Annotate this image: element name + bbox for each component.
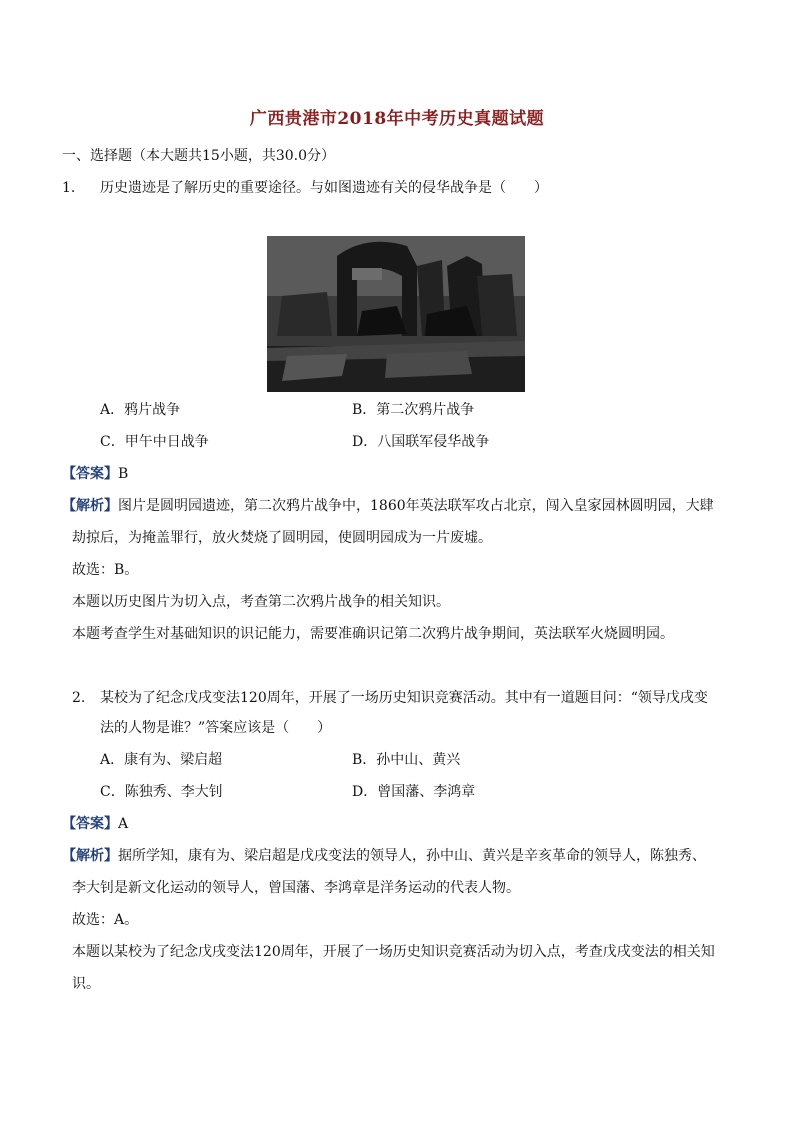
analysis-text: 图片是圆明园遗迹，第二次鸦片战争中，1860年英法联军攻占北京，闯入皇家园林圆明园，大肆 bbox=[118, 498, 714, 514]
question-2-note-2: 识。 bbox=[72, 976, 100, 992]
answer-value: A bbox=[118, 816, 129, 832]
analysis-text: 据所学知，康有为、梁启超是戊戌变法的领导人，孙中山、黄兴是辛亥革命的领导人，陈独秀、 bbox=[118, 848, 706, 864]
analysis-label: 【解析】 bbox=[62, 498, 118, 514]
question-1-option-b: B．第二次鸦片战争 bbox=[352, 402, 475, 418]
page-title: 广西贵港市2018年中考历史真题试题 bbox=[249, 109, 545, 129]
question-1-analysis bbox=[62, 496, 714, 516]
question-2-choose: 故选：A。 bbox=[72, 912, 139, 928]
question-1-option-c: C．甲午中日战争 bbox=[100, 434, 209, 450]
question-2-stem-cont: 法的人物是谁？”答案应该是（ ） bbox=[100, 720, 332, 736]
question-2-analysis bbox=[62, 846, 706, 866]
question-2-note-1: 本题以某校为了纪念戊戌变法120周年，开展了一场历史知识竞赛活动为切入点，考查戊戌变法的相关知 bbox=[72, 944, 715, 960]
question-2-answer bbox=[62, 814, 128, 834]
question-2-analysis-cont: 李大钊是新文化运动的领导人，曾国藩、李鸿章是洋务运动的代表人物。 bbox=[72, 880, 520, 896]
yuanmingyuan-ruins-photo bbox=[267, 236, 525, 392]
question-2-option-a: A．康有为、梁启超 bbox=[100, 752, 223, 768]
question-2-number: 2. bbox=[72, 690, 86, 706]
question-2-option-c: C．陈独秀、李大钊 bbox=[100, 784, 223, 800]
question-1-analysis-cont: 劫掠后，为掩盖罪行，放火焚烧了圆明园，使圆明园成为一片废墟。 bbox=[72, 530, 492, 546]
answer-label: 【答案】 bbox=[62, 816, 118, 832]
question-1-choose: 故选：B。 bbox=[72, 562, 139, 578]
question-1-note-2: 本题考查学生对基础知识的识记能力，需要准确识记第二次鸦片战争期间，英法联军火烧圆明园。 bbox=[72, 626, 674, 642]
question-1-option-a: A．鸦片战争 bbox=[100, 402, 181, 418]
question-2-option-d: D．曾国藩、李鸿章 bbox=[352, 784, 476, 800]
question-2-stem: 某校为了纪念戊戌变法120周年，开展了一场历史知识竞赛活动。其中有一道题目问：“领导戊戌变 bbox=[100, 690, 708, 706]
question-1-answer bbox=[62, 464, 128, 484]
analysis-label: 【解析】 bbox=[62, 848, 118, 864]
answer-label: 【答案】 bbox=[62, 466, 118, 482]
question-1-note-1: 本题以历史图片为切入点，考查第二次鸦片战争的相关知识。 bbox=[72, 594, 450, 610]
question-1-option-d: D．八国联军侵华战争 bbox=[352, 434, 490, 450]
section-heading: 一、选择题（本大题共15小题，共30.0分） bbox=[62, 148, 335, 164]
question-1-number: 1. bbox=[62, 180, 76, 196]
question-2-option-b: B．孙中山、黄兴 bbox=[352, 752, 461, 768]
question-1-stem: 历史遗迹是了解历史的重要途径。与如图遗迹有关的侵华战争是（ ） bbox=[100, 180, 548, 196]
answer-value: B bbox=[118, 466, 129, 482]
